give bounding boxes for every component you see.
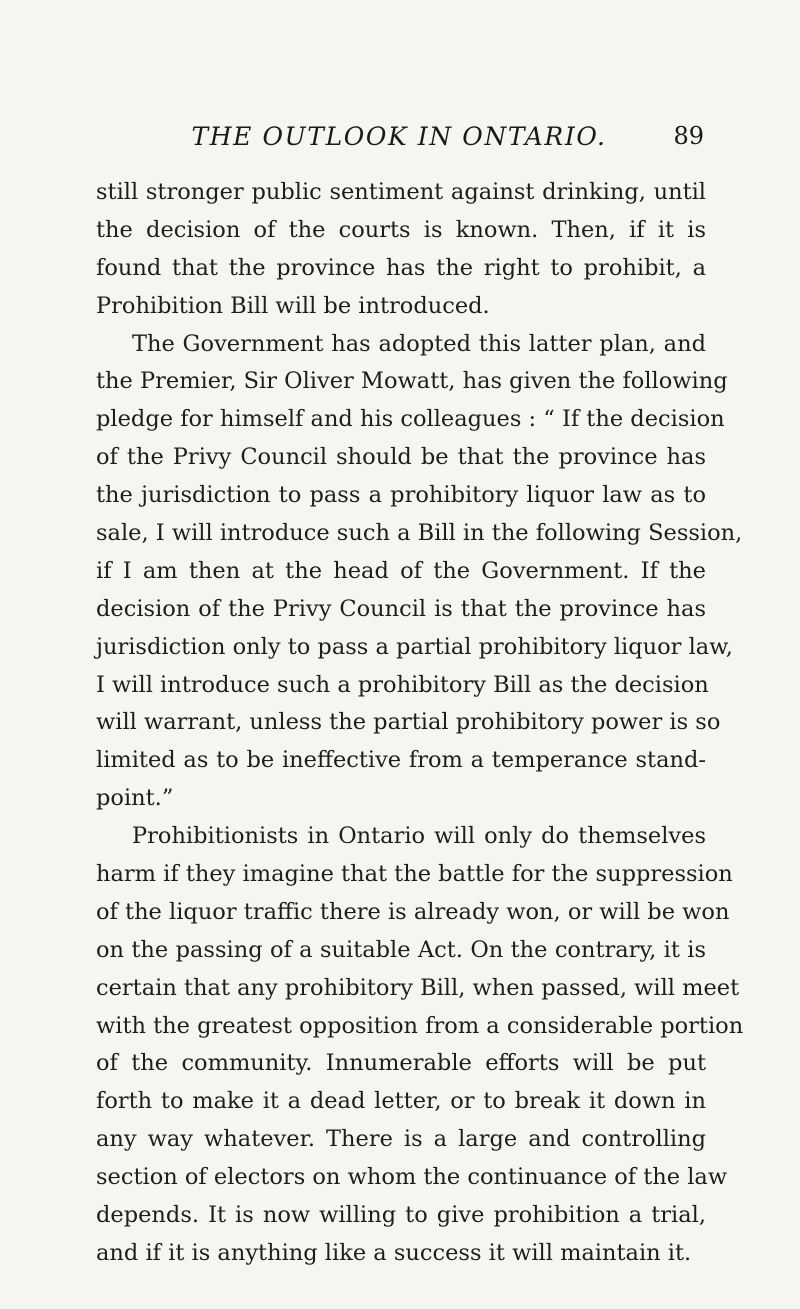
- text-line: Prohibitionists in Ontario will only do themselves: [132, 823, 706, 850]
- text-line: of the community. Innumerable efforts will be put: [96, 1050, 706, 1077]
- text-line: on the passing of a suitable Act. On the contrary, it is: [96, 936, 706, 963]
- text-line: Prohibition Bill will be introduced.: [96, 292, 490, 319]
- text-line: the Premier, Sir Oliver Mowatt, has given the following: [96, 368, 728, 395]
- text-line: jurisdiction only to pass a partial prohibitory liquor law,: [96, 633, 733, 660]
- text-line: decision of the Privy Council is that the province has: [96, 595, 706, 622]
- text-line: depends. It is now willing to give prohibition a trial,: [96, 1202, 706, 1229]
- text-line: limited as to be ineffective from a temperance stand-: [96, 747, 706, 774]
- text-line: The Government has adopted this latter plan, and: [132, 330, 706, 357]
- text-line: point.”: [96, 785, 174, 812]
- running-head: [94, 122, 704, 162]
- text-line: the jurisdiction to pass a prohibitory liquor law as to: [96, 482, 706, 509]
- text-line: will warrant, unless the partial prohibitory power is so: [96, 709, 721, 736]
- text-line: section of electors on whom the continuance of the law: [96, 1164, 728, 1191]
- text-line: pledge for himself and his colleagues : “ If the decision: [96, 406, 725, 433]
- text-line: I will introduce such a prohibitory Bill as the decision: [96, 671, 709, 698]
- text-line: if I am then at the head of the Government. If the: [96, 557, 706, 584]
- text-line: of the liquor traffic there is already won, or will be won: [96, 898, 730, 925]
- text-line: any way whatever. There is a large and controlling: [96, 1126, 706, 1153]
- text-line: certain that any prohibitory Bill, when passed, will meet: [96, 974, 740, 1001]
- text-line: and if it is anything like a success it will maintain it.: [96, 1239, 692, 1266]
- text-line: forth to make it a dead letter, or to break it down in: [96, 1088, 706, 1115]
- text-line: the decision of the courts is known. Then, if it is: [96, 216, 706, 243]
- text-line: with the greatest opposition from a considerable portion: [96, 1012, 744, 1039]
- running-title: THE OUTLOOK IN ONTARIO.: [191, 122, 607, 151]
- text-line: still stronger public sentiment against drinking, until: [96, 179, 706, 205]
- body-text: [96, 174, 744, 1273]
- page-number: 89: [673, 122, 704, 150]
- text-line: found that the province has the right to prohibit, a: [96, 254, 706, 281]
- text-line: of the Privy Council should be that the province has: [96, 444, 706, 471]
- text-line: harm if they imagine that the battle for the suppression: [96, 861, 733, 888]
- text-line: sale, I will introduce such a Bill in the following Session,: [96, 520, 743, 547]
